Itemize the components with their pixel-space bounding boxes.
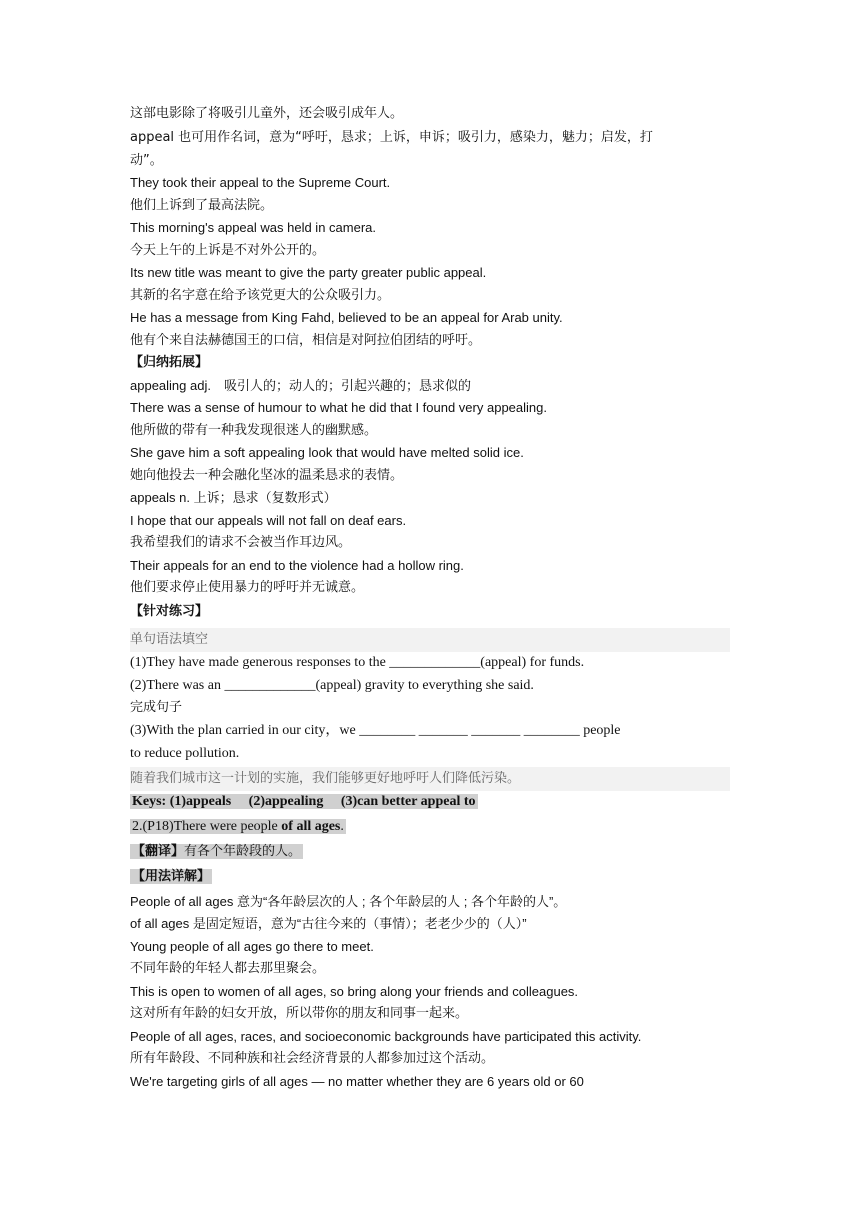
text-line: 他们上诉到了最高法院。 <box>130 198 274 213</box>
text-line: 他有个来自法赫德国王的口信，相信是对阿拉伯团结的呼吁。 <box>130 333 482 348</box>
text-line: 不同年龄的年轻人都去那里聚会。 <box>130 961 326 976</box>
text-line: 所有年龄段、不同种族和社会经济背景的人都参加过这个活动。 <box>130 1051 495 1066</box>
text-line: There was a sense of humour to what he did that I found very appealing. <box>130 400 547 415</box>
text-line: of all ages 是固定短语，意为“古往今来的（事情）；老老少少的（人）” <box>130 916 527 931</box>
usage-heading <box>130 867 212 887</box>
key-phrase: of all ages <box>281 819 341 834</box>
text-line: appealing adj. 吸引人的；动人的；引起兴趣的；恳求似的 <box>130 378 471 393</box>
translation-highlight <box>130 844 303 859</box>
text-line: 其新的名字意在给予该党更大的公众吸引力。 <box>130 288 391 303</box>
translation-text: 有各个年龄段的人。 <box>184 844 302 859</box>
text-line: 今天上午的上诉是不对外公开的。 <box>130 243 326 258</box>
text-line: I hope that our appeals will not fall on deaf ears. <box>130 513 407 528</box>
text-line <box>130 817 346 837</box>
sentence-start: 2.(P18)There were people <box>132 819 282 834</box>
text-line: People of all ages, races, and socioeconomic backgrounds have participated this activity. <box>130 1029 642 1044</box>
exercise-item: to reduce pollution. <box>130 746 240 761</box>
answer-keys <box>130 792 478 812</box>
text-line: He has a message from King Fahd, believed to be an appeal for Arab unity. <box>130 310 563 325</box>
text-line: This is open to women of all ages, so bring along your friends and colleagues. <box>130 984 579 999</box>
text-line: She gave him a soft appealing look that would have melted solid ice. <box>130 445 524 460</box>
text-line: Its new title was meant to give the party greater public appeal. <box>130 265 487 280</box>
translation-hint: 随着我们城市这一计划的实施，我们能够更好地呼吁人们降低污染。 <box>130 767 730 791</box>
sentence-end: . <box>340 819 344 834</box>
text-line: This morning's appeal was held in camera. <box>130 220 376 235</box>
text-line: 完成句子 <box>130 700 183 715</box>
translation-label: 【翻译】 <box>132 844 185 859</box>
section-heading: 【针对练习】 <box>130 604 209 619</box>
exercise-item: (1)They have made generous responses to the _____________(appeal) for funds. <box>130 655 585 670</box>
answer-keys-text: Keys: (1)appeals (2)appealing (3)can better appeal to <box>132 794 476 809</box>
text-line: 动”。 <box>130 153 163 168</box>
text-line: People of all ages 意为“各年龄层次的人 ; 各个年龄层的人 ; 各个年龄的人”。 <box>130 894 567 909</box>
text-line: appeal 也可用作名词，意为“呼吁，恳求；上诉，申诉；吸引力，感染力，魅力；启发，打 <box>130 130 653 145</box>
text-line: 这对所有年龄的妇女开放，所以带你的朋友和同事一起来。 <box>130 1006 469 1021</box>
text-line: 我希望我们的请求不会被当作耳边风。 <box>130 535 352 550</box>
exercise-item: (3)With the plan carried in our city，we ________ _______ _______ ________ people <box>130 723 621 738</box>
text-line: They took their appeal to the Supreme Court. <box>130 175 391 190</box>
text-line: 这部电影除了将吸引儿童外，还会吸引成年人。 <box>130 106 404 121</box>
text-line: Young people of all ages go there to meet. <box>130 939 374 954</box>
text-line: appeals n. 上诉；恳求（复数形式） <box>130 490 337 505</box>
text-line: Their appeals for an end to the violence had a hollow ring. <box>130 558 464 573</box>
text-line: 他们要求停止使用暴力的呼吁并无诚意。 <box>130 580 365 595</box>
translation-line <box>130 842 303 862</box>
usage-heading-text: 【用法详解】 <box>132 869 211 884</box>
example-sentence <box>130 819 346 834</box>
section-heading: 【归纳拓展】 <box>130 355 209 370</box>
exercise-item: (2)There was an _____________(appeal) gravity to everything she said. <box>130 678 534 693</box>
text-line: 她向他投去一种会融化坚冰的温柔恳求的表情。 <box>130 468 404 483</box>
exercise-heading: 单句语法填空 <box>130 628 730 652</box>
text-line: We're targeting girls of all ages — no matter whether they are 6 years old or 60 <box>130 1074 584 1089</box>
text-line: 他所做的带有一种我发现很迷人的幽默感。 <box>130 423 378 438</box>
